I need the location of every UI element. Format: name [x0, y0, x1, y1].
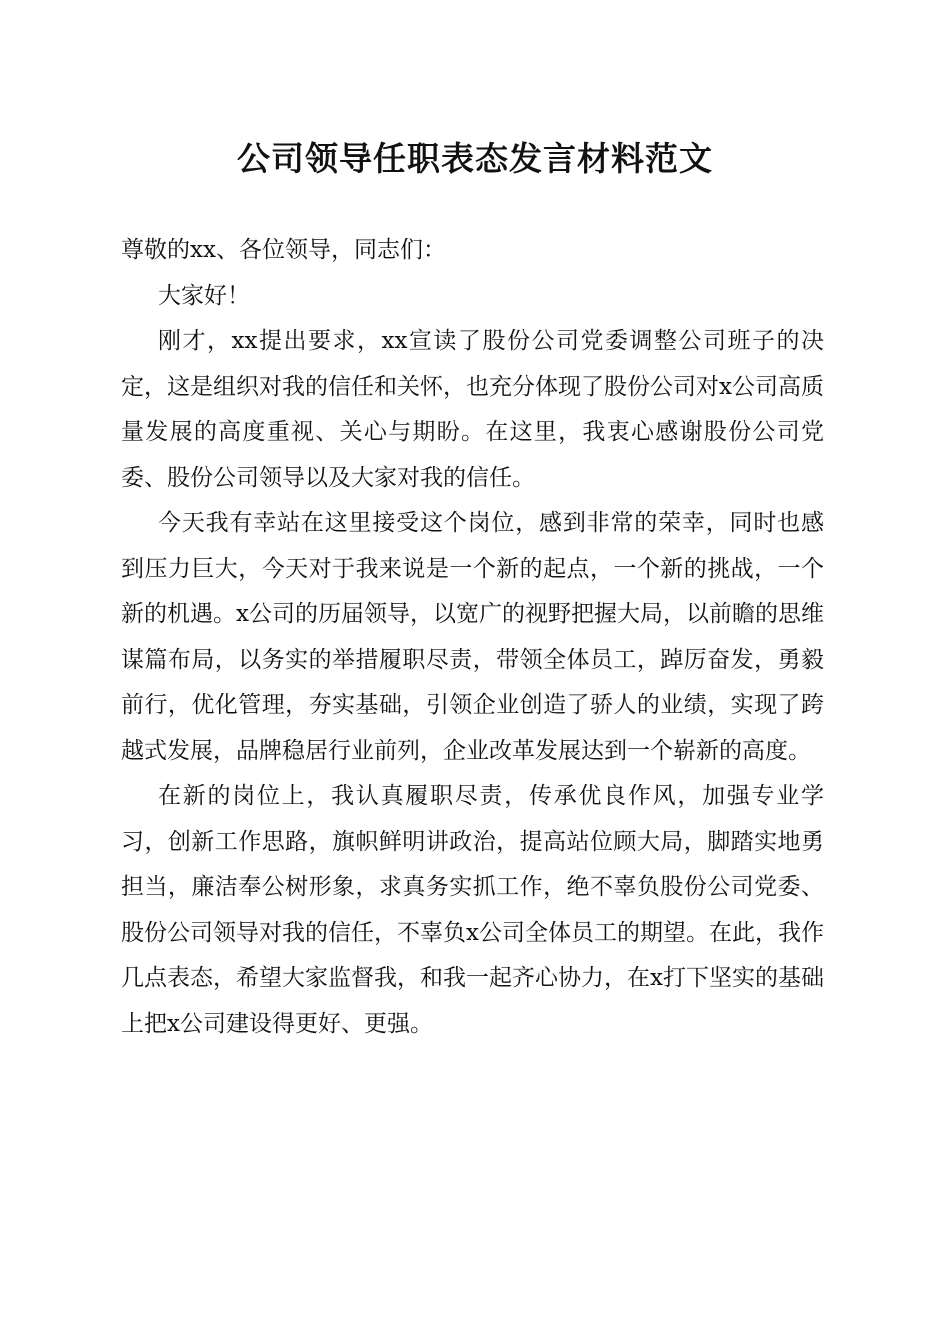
document-title: 公司领导任职表态发言材料范文 [237, 139, 713, 178]
paragraph-1: 刚才，xx提出要求，xx宣读了股份公司党委调整公司班子的决定，这是组织对我的信任和关怀，也充分体现了股份公司对x公司高质量发展的高度重视、关心与期盼。在这里，我衷心感谢股份公司党委、股份公司领导以及大家对我的信任。 [121, 328, 824, 491]
document-body [121, 228, 824, 1047]
paragraph-2: 今天我有幸站在这里接受这个岗位，感到非常的荣幸，同时也感到压力巨大，今天对于我来说是一个新的起点，一个新的挑战，一个新的机遇。x公司的历届领导，以宽广的视野把握大局，以前瞻的思维谋篇布局，以务实的举措履职尽责，带领全体员工，踔厉奋发，勇毅前行，优化管理，夯实基础，引领企业创造了骄人的业绩，实现了跨越式发展，品牌稳居行业前列，企业改革发展达到一个崭新的高度。 [121, 510, 824, 764]
greeting: 大家好！ [158, 282, 250, 309]
paragraph-3: 在新的岗位上，我认真履职尽责，传承优良作风，加强专业学习，创新工作思路，旗帜鲜明讲政治，提高站位顾大局，脚踏实地勇担当，廉洁奉公树形象，求真务实抓工作，绝不辜负股份公司党委、股份公司领导对我的信任，不辜负x公司全体员工的期望。在此，我作几点表态，希望大家监督我，和我一起齐心协力，在x打下坚实的基础上把x公司建设得更好、更强。 [121, 783, 824, 1037]
salutation: 尊敬的xx、各位领导，同志们： [121, 237, 446, 263]
